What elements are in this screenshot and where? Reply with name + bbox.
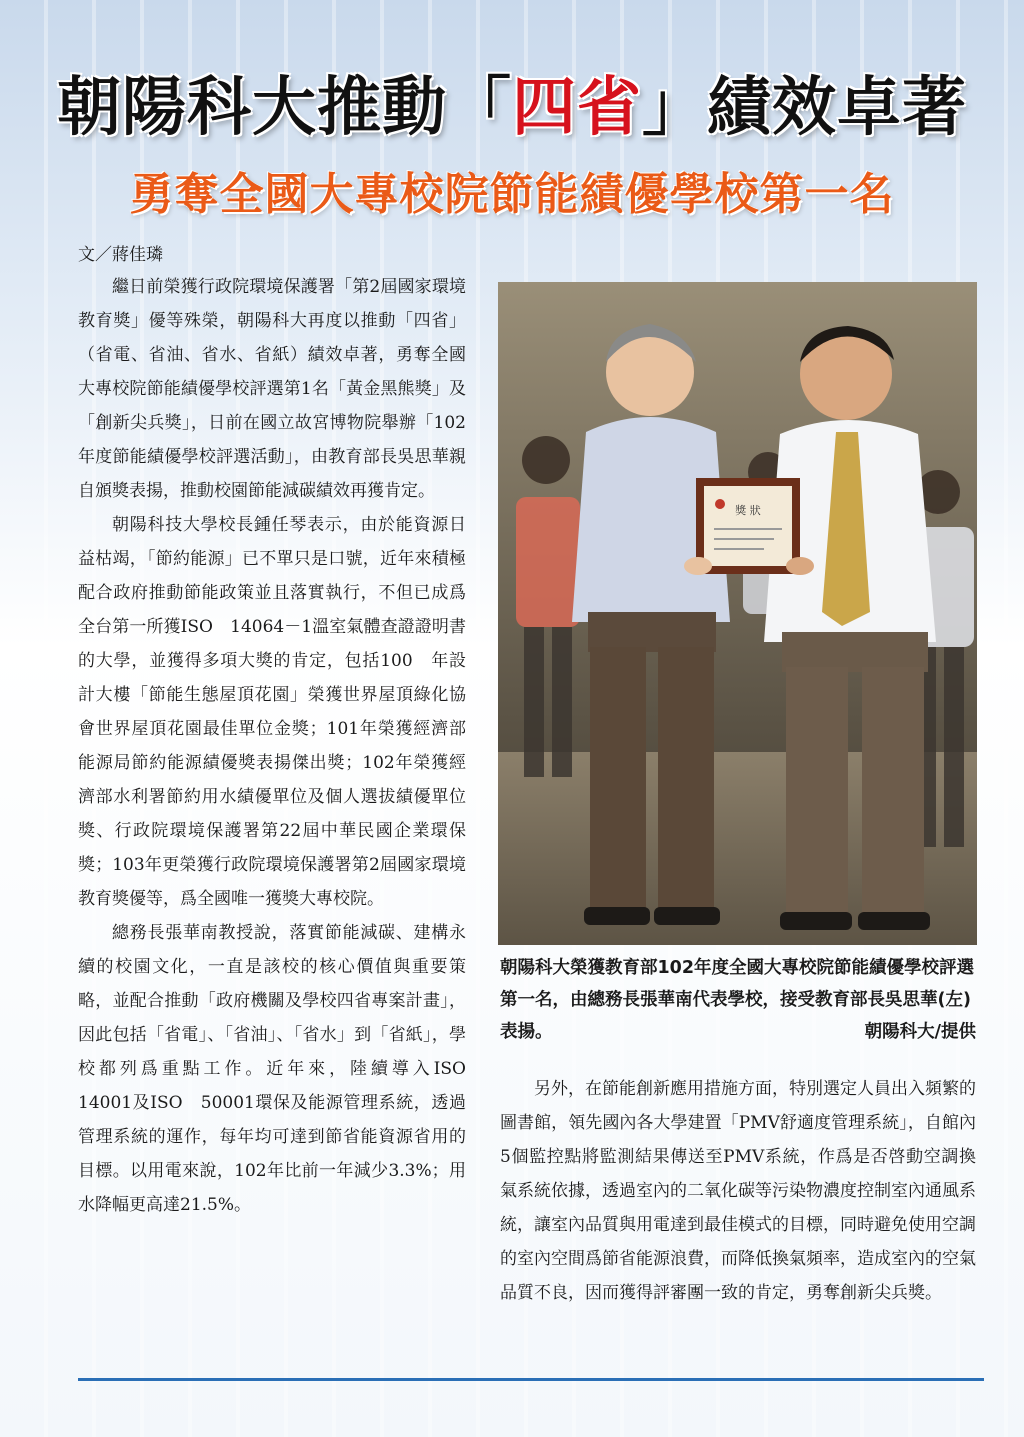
certificate-label: 獎 狀 [735,504,761,517]
article-paragraph: 朝陽科技大學校長鍾任琴表示，由於能資源日益枯竭，「節約能源」已不單只是口號，近年來積極配合政府推動節能政策並且落實執行，不但已成爲全台第一所獲ISO 14064－1溫室氣體查證證明書的大學，並獲得多項大獎的肯定，包括100 年設計大樓「節能生態屋頂花園」榮獲世界屋頂綠化協會世界屋頂花園最佳單位金獎；101年榮獲經濟部能源局節約能源績優獎表揚傑出獎；102年榮獲經濟部水利署節約用水績優單位及個人選拔績優單位獎、行政院環境保護署第22屆中華民國企業環保獎；103年更榮獲行政院環境保護署第2屆國家環境教育獎優等，爲全國唯一獲獎大專校院。 [78,515,466,909]
headline-part-2: 」績效卓著 [642,71,967,145]
article-paragraph: 總務長張華南教授說，落實節能減碳、建構永續的校園文化，一直是該校的核心價值與重要策略，並配合推動「政府機關及學校四省專案計畫」，因此包括「省電」、「省油」、「省水」到「省紙」，學校都列爲重點工作。近年來，陸續導入ISO 14001及ISO 50001環保及能源管理系統，透過管理系統的運作，每年均可達到節省能資源省用的目標。以用電來說，102年比前一年減少3.3%；用水降幅更高達21.5%。 [78,923,483,1215]
footer-rule [78,1378,984,1381]
headline [0,68,1024,148]
article-paragraph: 另外，在節能創新應用措施方面，特別選定人員出入頻繁的圖書館，領先國內各大學建置「PMV舒適度管理系統」，自館內5個監控點將監測結果傳送至PMV系統，作爲是否啓動空調換氣系統依據，透過室內的二氧化碳等污染物濃度控制室內通風系統，讓室內品質與用電達到最佳模式的目標，同時避免使用空調的室內空間爲節省能源浪費，而降低換氣頻率，造成室內的空氣品質不良，因而獲得評審團一致的肯定，勇奪創新尖兵獎。 [500,1079,976,1303]
photo-credit: 朝陽科大/提供 [864,1022,976,1042]
article-paragraph: 繼日前榮獲行政院環境保護署「第2屆國家環境教育獎」優等殊榮，朝陽科大再度以推動「四省」（省電、省油、省水、省紙）績效卓著，勇奪全國大專校院節能績優學校評選第1名「黃金黑熊獎」及「創新尖兵獎」，日前在國立故宮博物院舉辦「102年度節能績優學校評選活動」，由教育部長吳思華親自頒獎表揚，推動校園節能減碳績效再獲肯定。 [78,277,466,501]
article-right-column [500,1072,976,1310]
photo-caption [500,952,976,1048]
article-left-column [78,270,483,1222]
headline-accent: 四省 [512,71,642,145]
certificate [696,478,800,574]
byline: 文／蔣佳璘 [78,245,163,265]
headline-part-1: 朝陽科大推動「 [57,71,512,145]
award-ceremony-illustration [498,282,977,945]
award-photo [498,282,977,945]
subheadline: 勇奪全國大專校院節能績優學校第一名 [129,169,895,220]
caption-text: 朝陽科大榮獲教育部102年度全國大專校院節能績優學校評選第一名，由總務長張華南代表學校，接受教育部長吳思華(左)表揚。 [500,958,975,1042]
